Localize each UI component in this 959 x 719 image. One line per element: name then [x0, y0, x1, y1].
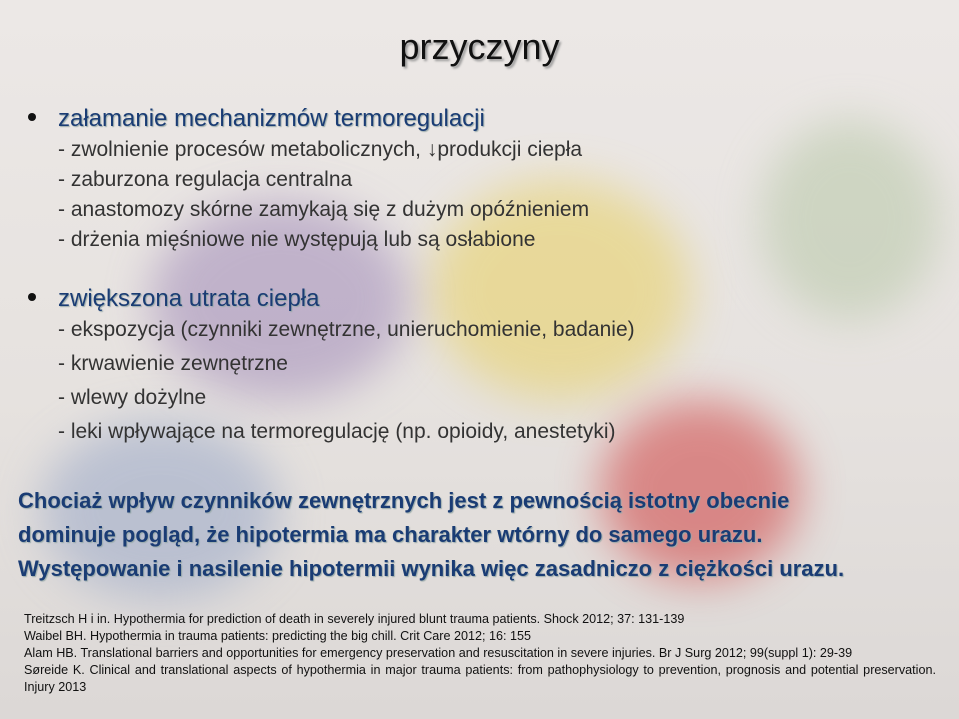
reference-item: Alam HB. Translational barriers and opportunities for emergency preservation and resuscitation in severe injuries. Br J Surg 2012; 99(suppl 1): 29-39	[24, 646, 853, 660]
bullet-icon	[28, 113, 36, 121]
references	[24, 611, 936, 696]
note-line: dominuje pogląd, że hipotermia ma charakter wtórny do samego urazu.	[18, 522, 763, 547]
list-item: - zwolnienie procesów metabolicznych, ↓produkcji ciepła	[58, 138, 583, 161]
list-item: - ekspozycja (czynniki zewnętrzne, unieruchomienie, badanie)	[58, 318, 635, 341]
reference-item: Søreide K. Clinical and translational aspects of hypothermia in major trauma patients: from pathophysiology to prevention, prognosis and potential preservation. Injury 2013	[24, 663, 936, 694]
list-item: - drżenia mięśniowe nie występują lub są osłabione	[58, 228, 536, 251]
reference-item: Treitzsch H i in. Hypothermia for prediction of death in severely injured blunt trauma patients. Shock 2012; 37: 131-139	[24, 612, 685, 626]
list-item: - leki wpływające na termoregulację (np. opioidy, anestetyki)	[58, 420, 616, 443]
section-heading	[28, 285, 928, 313]
list-item: - zaburzona regulacja centralna	[58, 168, 353, 191]
section-thermoregulation	[28, 105, 928, 255]
section-heading-text: zwiększona utrata ciepła	[58, 285, 320, 312]
section-list	[28, 135, 928, 255]
list-item: - anastomozy skórne zamykają się z dużym opóźnieniem	[58, 198, 590, 221]
summary-note	[18, 484, 938, 586]
note-line: Chociaż wpływ czynników zewnętrznych jest z pewnością istotny obecnie	[18, 488, 790, 513]
reference-item: Waibel BH. Hypothermia in trauma patients: predicting the big chill. Crit Care 2012; 16: 155	[24, 629, 532, 643]
note-line: Występowanie i nasilenie hipotermii wynika więc zasadniczo z ciężkości urazu.	[18, 556, 845, 581]
section-heading-text: załamanie mechanizmów termoregulacji	[58, 105, 485, 132]
section-heading	[28, 105, 928, 133]
bullet-icon	[28, 293, 36, 301]
slide-title: przyczyny	[399, 26, 560, 67]
section-list	[28, 313, 928, 449]
list-item: - krwawienie zewnętrzne	[58, 352, 288, 375]
section-heat-loss	[28, 285, 928, 449]
list-item: - wlewy dożylne	[58, 386, 207, 409]
